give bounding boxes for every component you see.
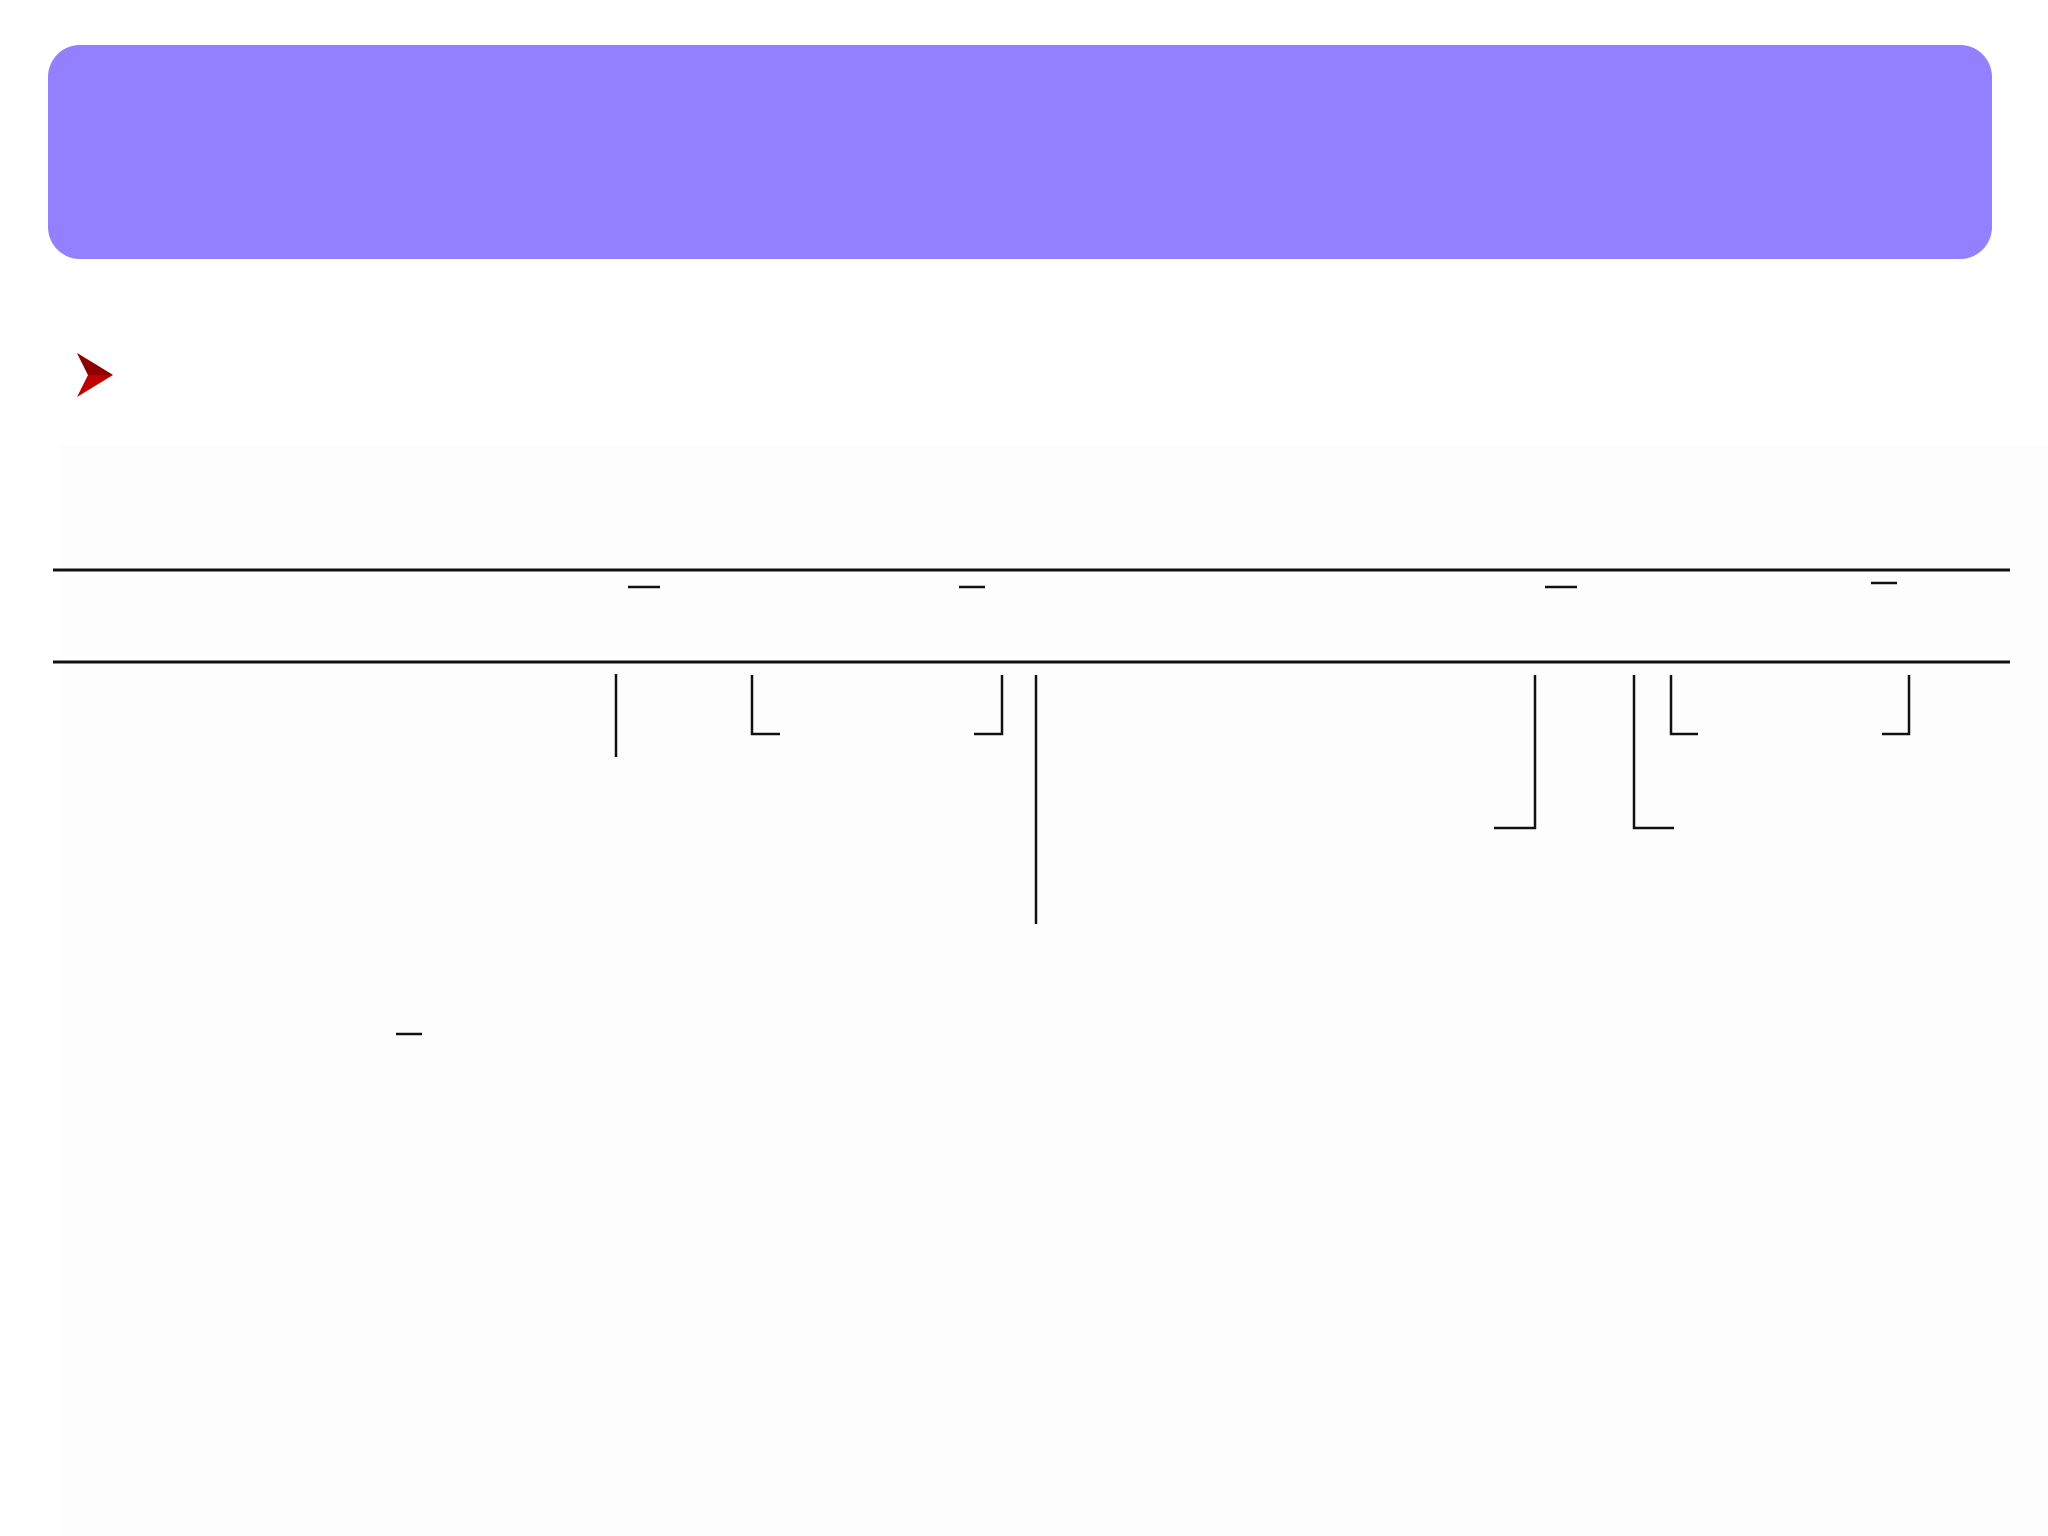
overbars — [628, 583, 1897, 587]
connector-lines — [616, 674, 1909, 924]
frame-outline — [53, 570, 2010, 662]
